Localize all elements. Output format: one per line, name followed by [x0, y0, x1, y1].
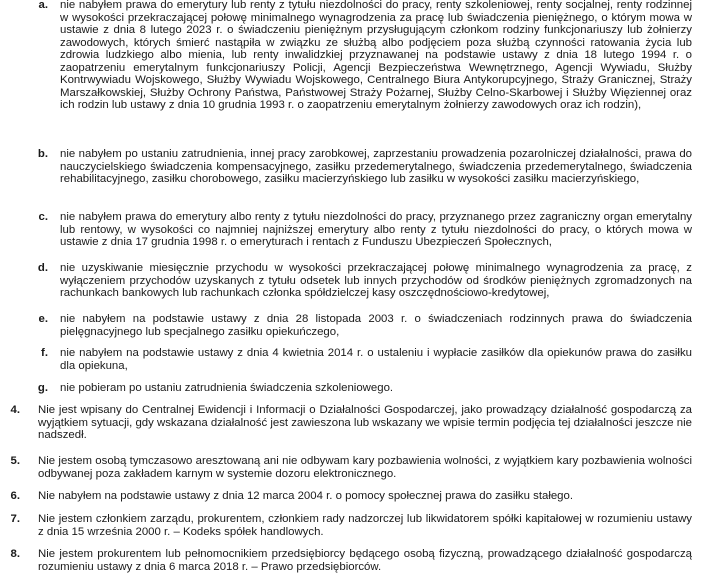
list-item-5	[4, 455, 692, 480]
list-item-text: Nie jestem osobą tymczasowo aresztowaną ani nie odbywam kary pozbawienia wolności, z wyjątkiem kary pozbawienia wolności odbywanej poza zakładem karnym w systemie dozoru elektronicznego.	[38, 455, 692, 480]
list-item-text: nie nabyłem prawa do emerytury lub renty z tytułu niezdolności do pracy, renty szkoleniowej, renty socjalnej, renty rodzinnej w wysokości przekraczającej połowę minimalnego wynagrodzenia za pracę lub świadczenia pieniężnego, o którym mowa w ustawie z dnia 8 lutego 2023 r. o świadczeniu pieniężnym przysługującym członkom rodziny funkcjonariuszy lub żołnierzy zawodowych, których śmierć nastąpiła w związku ze służbą albo podjęciem poza służbą czynności ratowania życia lub zdrowia ludzkiego albo mienia, lub renty inwalidzkiej przyznawanej na podstawie ustawy z dnia 18 lutego 1994 r. o zaopatrzeniu emerytalnym funkcjonariuszy Policji, Agencji Bezpieczeństwa Wewnętrznego, Agencji Wywiadu, Służby Kontrwywiadu Wojskowego, Służby Wywiadu Wojskowego, Centralnego Biura Antykorupcyjnego, Straży Granicznej, Straży Marszałkowskiej, Służby Ochrony Państwa, Państwowej Straży Pożarnej, Służby Celno-Skarbowej i Służby Więziennej oraz ich rodzin lub ustawy z dnia 10 grudnia 1993 r. o zaopatrzeniu emerytalnym żołnierzy zawodowych oraz ich rodzin),	[60, 0, 692, 111]
list-item-e	[26, 313, 692, 338]
list-marker: 7.	[10, 513, 20, 525]
list-item-d	[26, 262, 692, 300]
list-item-c	[26, 211, 692, 249]
list-item-g	[26, 382, 692, 395]
list-marker: 8.	[10, 548, 20, 560]
list-marker: b.	[37, 148, 48, 160]
list-marker: f.	[41, 347, 48, 359]
list-item-f	[26, 347, 692, 372]
list-marker: g.	[37, 382, 48, 394]
list-item-7	[4, 513, 692, 538]
list-item-b	[26, 148, 692, 186]
list-item-text: nie nabyłem prawa do emerytury albo renty z tytułu niezdolności do pracy, przyznanego przez zagraniczny organ emerytalny lub rentowy, w wysokości co najmniej najniższej emerytury albo renty z tytułu niezdolności do pracy, o których mowa w ustawie z dnia 17 grudnia 1998 r. o emeryturach i rentach z Funduszu Ubezpieczeń Społecznych,	[60, 211, 692, 248]
list-marker: e.	[38, 313, 48, 325]
list-marker: 5.	[10, 455, 20, 467]
list-marker: 6.	[10, 490, 20, 502]
list-item-4	[4, 404, 692, 442]
list-marker: 4.	[10, 404, 20, 416]
list-marker: d.	[37, 262, 48, 274]
list-marker: a.	[38, 0, 48, 11]
list-item-text: nie pobieram po ustaniu zatrudnienia świadczenia szkoleniowego.	[60, 382, 394, 394]
list-marker: c.	[38, 211, 48, 223]
list-item-text: Nie jestem członkiem zarządu, prokurentem, członkiem rady nadzorczej lub likwidatorem spółki kapitałowej w rozumieniu ustawy z dnia 15 września 2000 r. – Kodeks spółek handlowych.	[38, 513, 692, 538]
list-item-a	[26, 0, 692, 112]
list-item-8	[4, 548, 692, 573]
list-item-text: Nie jest wpisany do Centralnej Ewidencji i Informacji o Działalności Gospodarczej, jako prowadzący działalność gospodarczą za wyjątkiem sytuacji, gdy wskazana działalność jest zawieszona lub wskazany we wpisie termin podjęcia tej działalności jeszcze nie nadszedł.	[38, 404, 692, 441]
list-item-text: nie uzyskiwanie miesięcznie przychodu w wysokości przekraczającej połowę minimalnego wynagrodzenia za pracę, z wyłączeniem przychodów uzyskanych z tytułu odsetek lub innych przychodów od środków pieniężnych zgromadzonych na rachunkach bankowych lub rachunkach członka spółdzielczej kasy oszczędnościowo-kredytowej,	[60, 262, 692, 299]
list-item-text: Nie jestem prokurentem lub pełnomocnikiem przedsiębiorcy będącego osobą fizyczną, prowadzącego działalność gospodarczą rozumieniu ustawy z dnia 6 marca 2018 r. – Prawo przedsiębiorców.	[38, 548, 692, 573]
list-item-text: nie nabyłem na podstawie ustawy z dnia 28 listopada 2003 r. o świadczeniach rodzinnych prawa do świadczenia pielęgnacyjnego lub specjalnego zasiłku opiekuńczego,	[60, 313, 692, 338]
list-item-text: nie nabyłem na podstawie ustawy z dnia 4 kwietnia 2014 r. o ustaleniu i wypłacie zasiłków dla opiekunów prawa do zasiłku dla opiekuna,	[60, 347, 692, 372]
list-item-text: Nie nabyłem na podstawie ustawy z dnia 12 marca 2004 r. o pomocy społecznej prawa do zasiłku stałego.	[38, 490, 574, 502]
list-item-text: nie nabyłem po ustaniu zatrudnienia, innej pracy zarobkowej, zaprzestaniu prowadzenia pozarolniczej działalności, prawa do nauczycielskiego świadczenia kompensacyjnego, zasiłku przedemerytalnego, świadczenia przedemerytalnego, świadczenia rehabilitacyjnego, zasiłku chorobowego, zasiłku macierzyńskiego lub zasiłku w wysokości zasiłku macierzyńskiego,	[60, 148, 692, 185]
list-item-6	[4, 490, 692, 503]
